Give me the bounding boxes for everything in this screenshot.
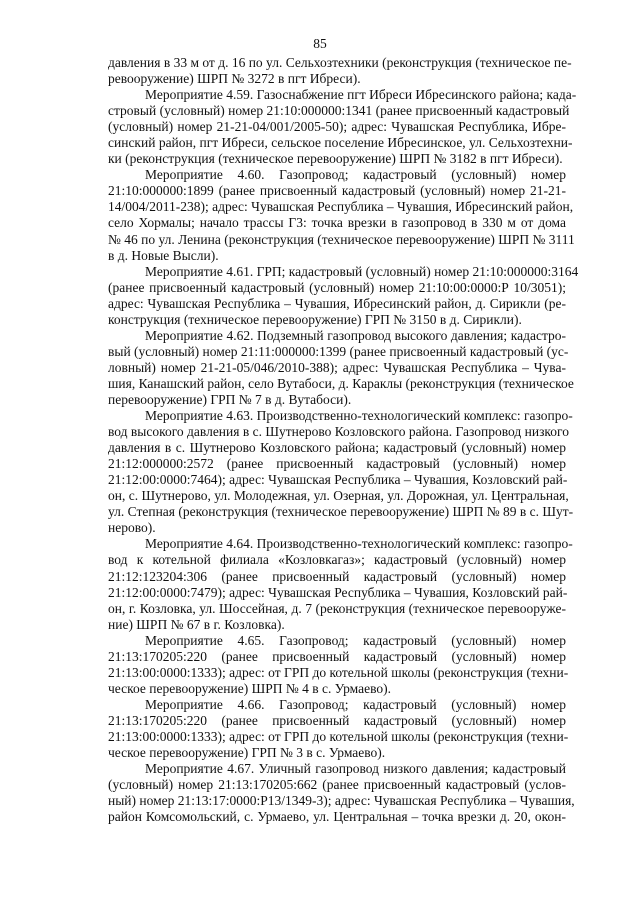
paragraph [108,536,573,632]
paragraph-line: ревооружение) ШРП № 3272 в пгт Ибреси). [108,71,361,87]
paragraph-line: давления в с. Шутнерово Козловского района; кадастровый (условный) номер [108,440,566,456]
paragraph-line: вод к котельной филиала «Козловкагаз»; кадастровый (условный) номер [108,552,566,568]
paragraph-line: 21:12:00:0000:7479); адрес: Чувашская Республика – Чувашия, Козловский рай- [108,584,568,600]
paragraph [108,696,569,761]
paragraph-line: давления в 33 м от д. 16 по ул. Сельхозтехники (реконструкция (техническое пе- [108,55,572,70]
paragraph-line: Мероприятие 4.63. Производственно-технологический комплекс: газопро- [145,408,573,424]
paragraph-line: ки (реконструкция (техническое перевооружение) ШРП № 3182 в пгт Ибреси). [108,151,563,167]
paragraph-line: стровый (условный) номер 21:10:000000:1341 (ранее присвоенный кадастровый [108,103,570,119]
paragraph [108,87,577,167]
paragraph-line: Мероприятие 4.66. Газопровод; кадастровый (условный) номер [145,696,566,712]
paragraph [108,167,575,263]
paragraph-line: 14/004/2011-238); адрес: Чувашская Республика – Чувашия, Ибресинский район, [108,199,574,215]
paragraph-line: ул. Степная (реконструкция (техническое перевооружение) ШРП № 89 в с. Шут- [108,504,574,520]
paragraph-line: 21:13:00:0000:1333); адрес: от ГРП до котельной школы (реконструкция (техни- [108,728,569,744]
paragraph-line: 21:13:170205:220 (ранее присвоенный кадастровый (условный) номер [108,648,566,664]
paragraph-line: 21:12:123204:306 (ранее присвоенный кадастровый (условный) номер [108,568,566,584]
paragraph-line: ние) ШРП № 67 в г. Козловка). [108,616,285,632]
paragraph [108,632,569,697]
paragraph [108,408,574,536]
document-body [108,55,579,825]
paragraph-line: ческое перевооружение) ШРП № 4 в с. Урмаево). [108,680,391,696]
paragraph-line: Мероприятие 4.61. ГРП; кадастровый (условный) номер 21:10:000000:3164 [145,263,579,279]
paragraph-line: Мероприятие 4.60. Газопровод; кадастровый (условный) номер [145,167,566,183]
paragraph-line: синский район, пгт Ибреси, сельское поселение Ибресинское, ул. Сельхозтехни- [108,135,573,151]
paragraph-line: Мероприятие 4.59. Газоснабжение пгт Ибреси Ибресинского района; када- [145,87,577,103]
paragraph [108,55,572,87]
paragraph-line: он, г. Козловка, ул. Шоссейная, д. 7 (реконструкция (техническое перевооруже- [108,600,566,616]
paragraph-line: 21:10:000000:1899 (ранее присвоенный кадастровый (условный) номер 21-21- [108,183,566,199]
paragraph-line: район Комсомольский, с. Урмаево, ул. Центральная – точка врезки д. 20, окон- [108,809,566,825]
paragraph [108,761,575,825]
paragraph-line: Мероприятие 4.64. Производственно-технологический комплекс: газопро- [145,536,573,552]
paragraph-line: шия, Канашский район, село Вутабоси, д. Караклы (реконструкция (техническое [108,375,574,391]
page-number: 85 [313,36,327,51]
paragraph-line: (условный) номер 21:13:170205:662 (ранее присвоенный кадастровый (услов- [108,777,566,793]
paragraph-line: он, с. Шутнерово, ул. Молодежная, ул. Озерная, ул. Дорожная, ул. Центральная, [108,488,569,504]
paragraph-line: 21:13:170205:220 (ранее присвоенный кадастровый (условный) номер [108,712,566,728]
paragraph-line: Мероприятие 4.67. Уличный газопровод низкого давления; кадастровый [145,761,566,777]
paragraph-line: адрес: Чувашская Республика – Чувашия, Ибресинский район, д. Сирикли (ре- [108,295,566,311]
paragraph-line: нерово). [108,520,156,536]
paragraph-line: перевооружение) ГРП № 7 в д. Вутабоси). [108,391,352,407]
paragraph-line: ный) номер 21:13:17:0000:Р13/1349-3); адрес: Чувашская Республика – Чувашия, [108,793,575,809]
paragraph-line: 21:12:000000:2572 (ранее присвоенный кадастровый (условный) номер [108,456,566,472]
paragraph-line: вый (условный) номер 21:11:000000:1399 (ранее присвоенный кадастровый (ус- [108,343,569,359]
paragraph-line: (ранее присвоенный кадастровый (условный) номер 21:10:00:0000:Р 10/3051); [108,279,566,295]
paragraph-line: вод высокого давления в с. Шутнерово Козловского района. Газопровод низкого [108,424,569,440]
paragraph-line: ловный) номер 21-21-05/046/2010-388); адрес: Чувашская Республика – Чува- [108,359,566,375]
paragraph-line: Мероприятие 4.62. Подземный газопровод высокого давления; кадастро- [145,327,566,343]
paragraph-line: Мероприятие 4.65. Газопровод; кадастровый (условный) номер [145,632,566,648]
paragraph-line: 21:12:00:0000:7464); адрес: Чувашская Республика – Чувашия, Козловский рай- [108,472,568,488]
paragraph-line: ческое перевооружение) ГРП № 3 в с. Урмаево). [108,745,386,761]
paragraph-line: (условный) номер 21-21-04/001/2005-50); адрес: Чувашская Республика, Ибре- [108,119,566,135]
paragraph-line: село Хормалы; начало трассы Г3: точка врезки в газопровод в 330 м от дома [108,215,566,231]
paragraph-line: 21:13:00:0000:1333); адрес: от ГРП до котельной школы (реконструкция (техни- [108,664,569,680]
paragraph [108,327,574,408]
paragraph [108,263,579,328]
paragraph-line: конструкция (техническое перевооружение) ГРП № 3150 в д. Сирикли). [108,311,522,327]
paragraph-line: в д. Новые Высли). [108,247,219,263]
paragraph-line: № 46 по ул. Ленина (реконструкция (техническое перевооружение) ШРП № 3111 [108,231,575,247]
